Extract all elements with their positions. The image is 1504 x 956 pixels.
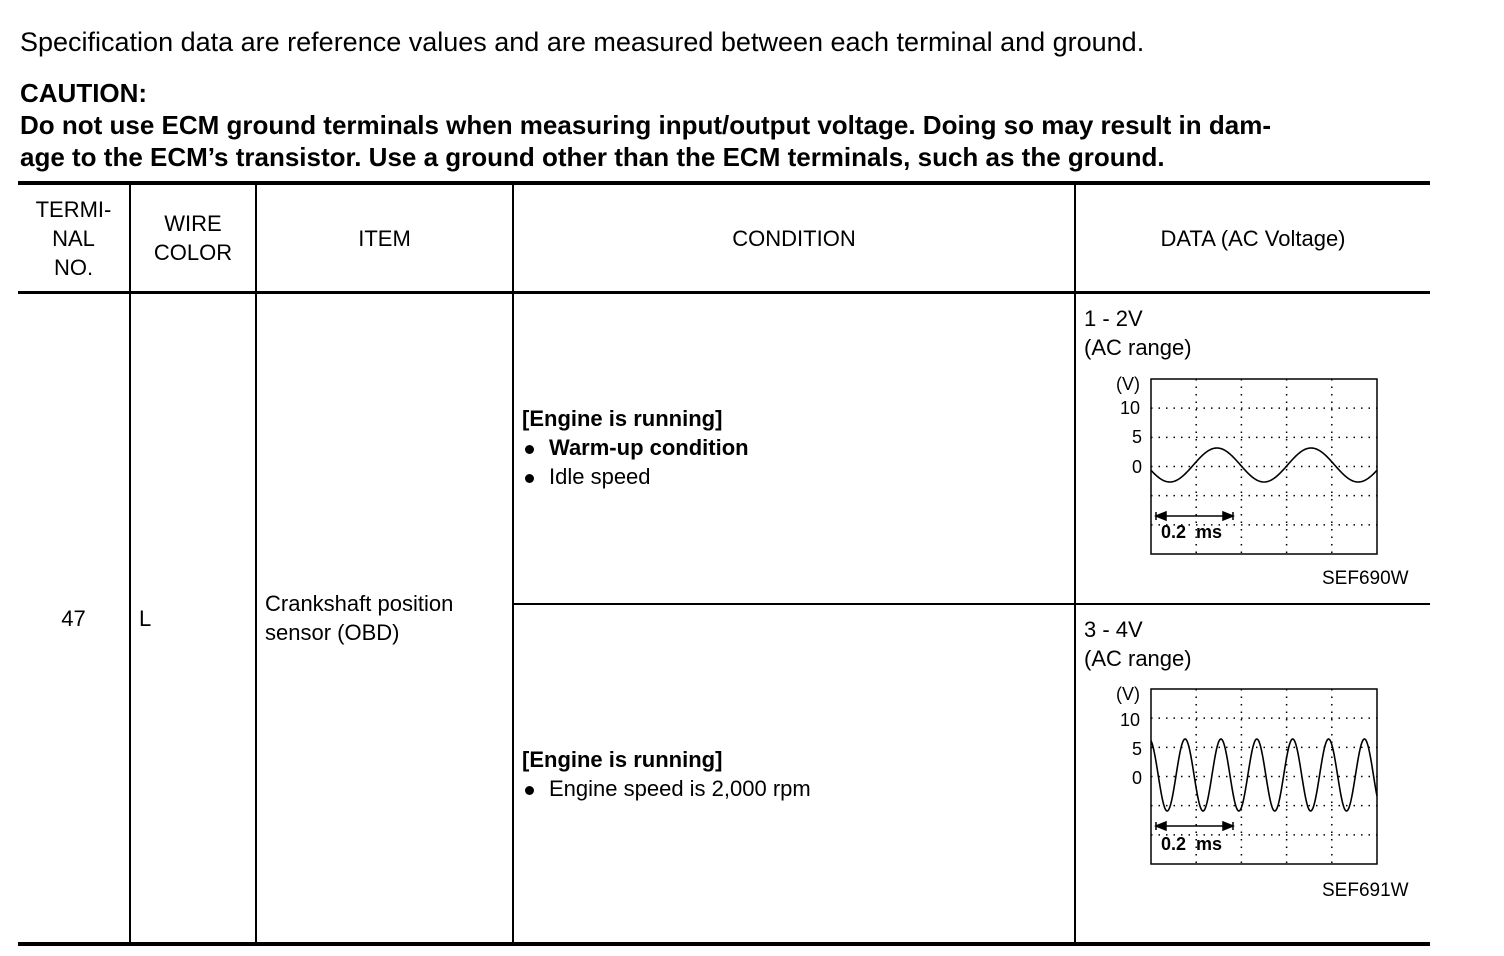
condition-bullet: Engine speed is 2,000 rpm bbox=[522, 774, 811, 803]
scope-waveform bbox=[1151, 739, 1377, 811]
scope-tick: 0 bbox=[1132, 768, 1143, 788]
header-data: DATA (AC Voltage) bbox=[1160, 226, 1346, 251]
data-value-1 bbox=[1084, 304, 1192, 362]
condition-title: [Engine is running] bbox=[522, 406, 723, 431]
item-name bbox=[265, 589, 453, 647]
header-bottom-rule bbox=[18, 291, 1430, 294]
voltage-note: (AC range) bbox=[1084, 646, 1192, 671]
item-line-2: sensor (OBD) bbox=[265, 620, 400, 645]
wire-color: L bbox=[139, 606, 152, 631]
header-terminal-line-1: TERMI- bbox=[35, 197, 112, 222]
col-divider-2 bbox=[255, 183, 257, 944]
scope-tick: 10 bbox=[1120, 398, 1141, 418]
item-line-1: Crankshaft position bbox=[265, 591, 454, 616]
oscilloscope-idle bbox=[1100, 370, 1390, 565]
table-top-rule bbox=[18, 181, 1430, 185]
condition-2000rpm bbox=[522, 745, 811, 803]
col-divider-4 bbox=[1074, 183, 1076, 944]
caution-title: CAUTION: bbox=[20, 78, 148, 108]
condition-bullet: Idle speed bbox=[522, 462, 749, 491]
scope-unit: (V) bbox=[1116, 684, 1140, 704]
oscilloscope-2000rpm bbox=[1100, 680, 1390, 875]
voltage-note: (AC range) bbox=[1084, 335, 1192, 360]
table-bottom-rule bbox=[18, 942, 1430, 946]
caution-line-1: Do not use ECM ground terminals when measuring input/output voltage. Doing so may result in dam- bbox=[20, 110, 1271, 140]
data-value-2 bbox=[1084, 615, 1192, 673]
condition-title: [Engine is running] bbox=[522, 747, 723, 772]
intro-text: Specification data are reference values and are measured between each terminal and ground. bbox=[20, 27, 1145, 57]
header-wire-color bbox=[131, 209, 255, 267]
figure-code-2: SEF691W bbox=[1322, 880, 1409, 901]
header-item: ITEM bbox=[358, 226, 411, 251]
header-terminal-line-2: NAL bbox=[52, 226, 95, 251]
header-condition: CONDITION bbox=[732, 226, 856, 251]
time-scale-label: 0.2 ms bbox=[1161, 834, 1223, 854]
time-scale-marker bbox=[1156, 512, 1233, 520]
figure-code-1: SEF690W bbox=[1322, 568, 1409, 589]
col-divider-3 bbox=[512, 183, 514, 944]
row-divider bbox=[514, 603, 1430, 605]
voltage-range: 1 - 2V bbox=[1084, 306, 1143, 331]
scope-tick: 5 bbox=[1132, 427, 1143, 447]
header-wire-line-2: COLOR bbox=[153, 240, 233, 265]
voltage-range: 3 - 4V bbox=[1084, 617, 1143, 642]
col-divider-1 bbox=[129, 183, 131, 944]
scope-tick: 0 bbox=[1132, 457, 1143, 477]
terminal-number: 47 bbox=[61, 606, 86, 631]
header-terminal-no bbox=[18, 195, 129, 282]
scope-tick: 10 bbox=[1120, 710, 1141, 730]
time-scale-marker bbox=[1156, 822, 1233, 830]
caution-text bbox=[20, 109, 1440, 173]
scope-waveform bbox=[1151, 448, 1377, 482]
header-wire-line-1: WIRE bbox=[164, 211, 222, 236]
time-scale-label: 0.2 ms bbox=[1161, 522, 1223, 542]
condition-idle bbox=[522, 404, 749, 491]
caution-line-2: age to the ECM’s transistor. Use a ground other than the ECM terminals, such as the ground. bbox=[20, 142, 1165, 172]
scope-unit: (V) bbox=[1116, 374, 1140, 394]
condition-bullet: Warm-up condition bbox=[522, 433, 749, 462]
header-terminal-line-3: NO. bbox=[53, 255, 94, 280]
scope-tick: 5 bbox=[1132, 739, 1143, 759]
